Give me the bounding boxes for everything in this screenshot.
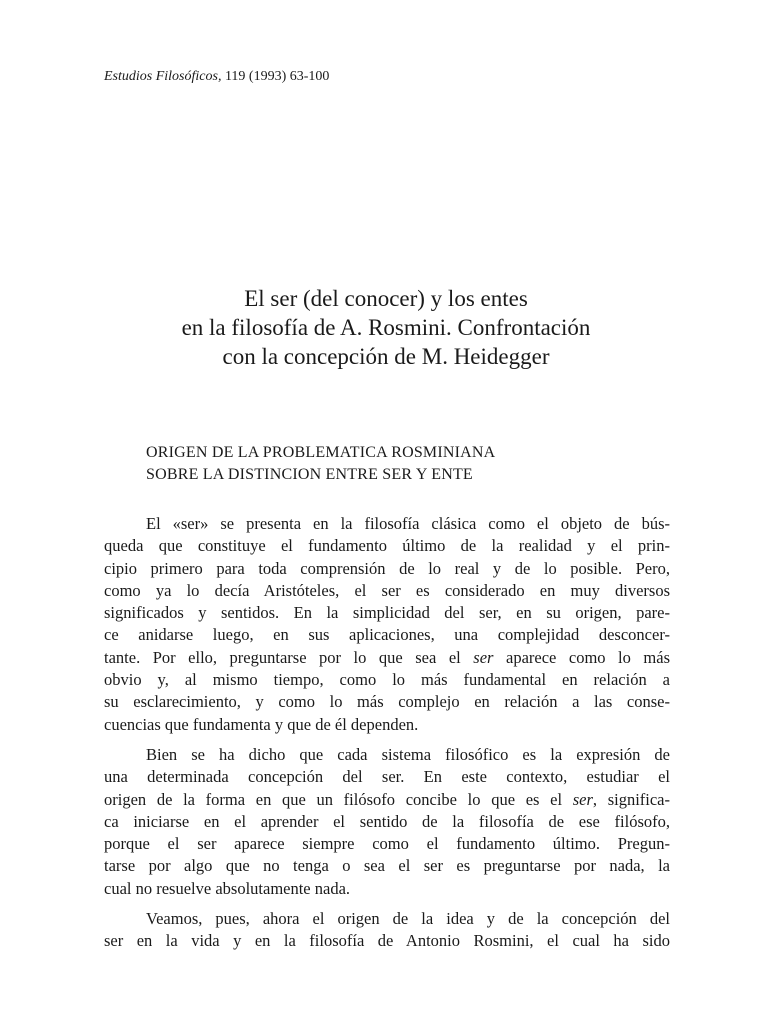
title-line: El ser (del conocer) y los entes	[244, 286, 528, 311]
title-line: en la filosofía de A. Rosmini. Confrontación	[181, 315, 591, 340]
text-line: origen de la forma en que un filósofo concibe lo que es el ser, significa-	[104, 789, 671, 809]
emphasized-term: ser	[572, 789, 593, 809]
text-line: porque el ser aparece siempre como el fundamento último. Pregun-	[104, 834, 670, 854]
journal-name: Estudios Filosóficos,	[104, 69, 222, 84]
text-line: tante. Por ello, preguntarse por lo que sea el ser aparece como lo más	[104, 647, 670, 667]
text-line: cuencias que fundamenta y que de él dependen.	[104, 714, 419, 734]
text-line: ca iniciarse en el aprender el sentido de la filosofía de ese filósofo,	[104, 811, 670, 831]
text-line: ser en la vida y en la filosofía de Antonio Rosmini, el cual ha sido	[104, 931, 670, 951]
paragraph	[104, 513, 670, 736]
paragraph	[104, 744, 670, 900]
text-line: cipio primero para toda comprensión de lo real y de lo posible. Pero,	[104, 558, 670, 578]
text-line: Bien se ha dicho que cada sistema filosófico es la expresión de	[146, 744, 670, 764]
text-line: obvio y, al mismo tiempo, como lo más fundamental en relación a	[104, 670, 670, 690]
text-line: tarse por algo que no tenga o sea el ser es preguntarse por nada, la	[104, 856, 670, 876]
journal-citation	[104, 68, 329, 86]
journal-details: 119 (1993) 63-100	[224, 69, 330, 84]
section-heading	[146, 442, 495, 486]
text-line: Veamos, pues, ahora el origen de la idea y de la concepción del	[146, 909, 670, 929]
emphasized-term: ser	[473, 647, 494, 667]
text-line: una determinada concepción del ser. En este contexto, estudiar el	[104, 767, 670, 787]
body-text	[104, 513, 670, 961]
section-heading-line: SOBRE LA DISTINCION ENTRE SER Y ENTE	[146, 466, 473, 483]
text-line: cual no resuelve absolutamente nada.	[104, 878, 351, 898]
title-line: con la concepción de M. Heidegger	[222, 344, 550, 369]
text-line: su esclarecimiento, y como lo más complejo en relación a las conse-	[104, 692, 670, 712]
paragraph	[104, 908, 670, 953]
text-line: como ya lo decía Aristóteles, el ser es considerado en muy diversos	[104, 580, 670, 600]
article-title	[104, 284, 668, 371]
section-heading-line: ORIGEN DE LA PROBLEMATICA ROSMINIANA	[146, 444, 496, 461]
text-line: ce anidarse luego, en sus aplicaciones, una complejidad desconcer-	[104, 625, 670, 645]
text-line: El «ser» se presenta en la filosofía clásica como el objeto de bús-	[146, 514, 670, 533]
text-line: significados y sentidos. En la simplicidad del ser, en su origen, pare-	[104, 603, 670, 623]
text-line: queda que constituye el fundamento último de la realidad y el prin-	[104, 536, 670, 556]
